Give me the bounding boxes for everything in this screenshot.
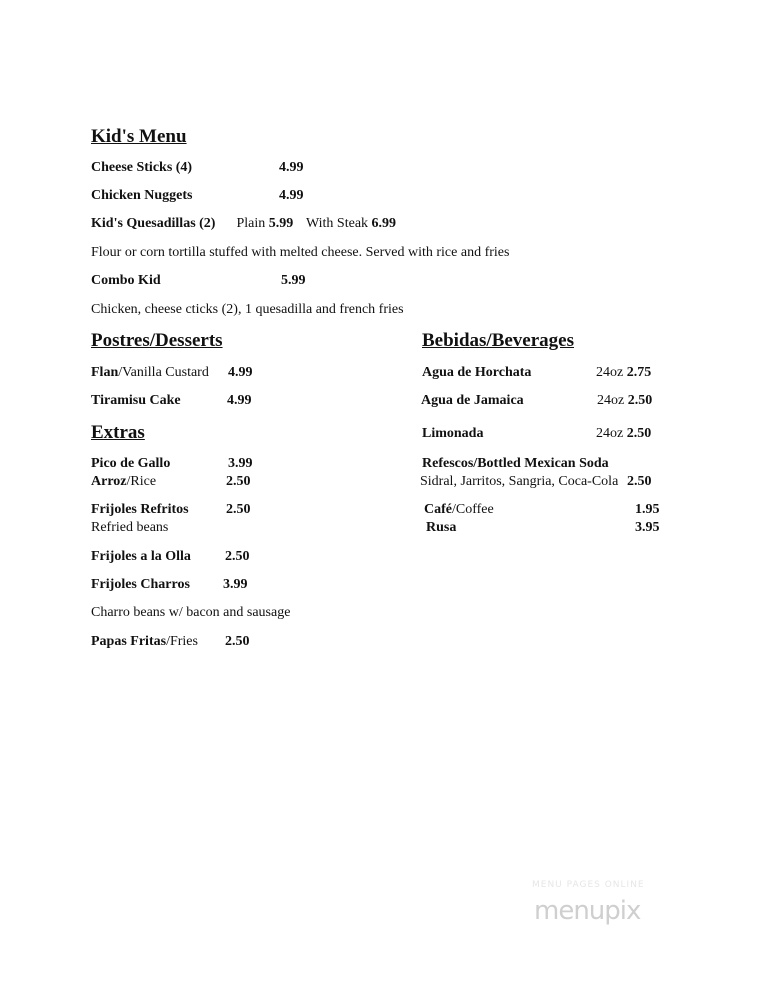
menu-item-name: Frijoles a la Olla — [91, 549, 191, 564]
extras-heading: Extras — [91, 422, 145, 443]
menu-item-description: Chicken, cheese cticks (2), 1 quesadilla and french fries — [91, 302, 404, 317]
size-label: 24oz — [597, 393, 625, 408]
kids-menu-heading: Kid's Menu — [91, 126, 187, 147]
menu-item-price: 4.99 — [279, 188, 304, 203]
menu-item-name: Kid's Quesadillas (2) — [91, 216, 216, 231]
menu-item-name: Pico de Gallo — [91, 456, 171, 471]
menu-item-translation: /Rice — [126, 474, 157, 489]
menu-item-price: 4.99 — [227, 393, 252, 408]
menu-item-description: Flour or corn tortilla stuffed with melted cheese. Served with rice and fries — [91, 245, 510, 260]
menu-item-price: 2.50 — [225, 549, 250, 564]
menu-item-name: Chicken Nuggets — [91, 188, 193, 203]
menu-item-size-price — [597, 393, 652, 409]
menu-item-translation: /Fries — [166, 634, 198, 649]
beverages-heading: Bebidas/Beverages — [422, 330, 574, 351]
menu-item-description: Refried beans — [91, 520, 169, 535]
menu-item-name: Arroz — [91, 474, 127, 489]
menu-item-name: Agua de Horchata — [422, 365, 532, 380]
menu-item-price: 4.99 — [228, 365, 253, 380]
menu-item-description: Sidral, Jarritos, Sangria, Coca-Cola — [420, 474, 619, 489]
menu-item-arroz — [91, 474, 156, 490]
menu-item-price: 1.95 — [635, 502, 660, 517]
menu-item-name: Café — [424, 502, 452, 517]
menu-item-size-price — [596, 365, 651, 381]
menu-item-flan — [91, 365, 209, 381]
menu-item-price: 3.99 — [228, 456, 253, 471]
menu-item-price: 6.99 — [371, 216, 397, 231]
size-label: 24oz — [596, 365, 624, 380]
menu-item-quesadillas — [91, 216, 396, 232]
menu-item-name: Combo Kid — [91, 273, 161, 288]
menu-item-name: Rusa — [426, 520, 457, 535]
menu-item-translation: /Vanilla Custard — [118, 365, 209, 380]
menu-item-name: Frijoles Refritos — [91, 502, 189, 517]
watermark-logo: menupix — [534, 896, 641, 926]
watermark-tagline: MENU PAGES ONLINE — [532, 880, 645, 890]
menu-item-price: 2.75 — [626, 365, 652, 380]
menu-item-price: 3.99 — [223, 577, 248, 592]
menu-item-name: Refescos/Bottled Mexican Soda — [422, 456, 609, 471]
menu-item-name: Flan — [91, 365, 119, 380]
menu-item-size-price — [596, 426, 651, 442]
menu-item-name: Agua de Jamaica — [421, 393, 524, 408]
menu-item-description: Charro beans w/ bacon and sausage — [91, 605, 291, 620]
desserts-heading: Postres/Desserts — [91, 330, 223, 351]
menu-item-name: Limonada — [422, 426, 484, 441]
menu-item-price: 2.50 — [226, 474, 251, 489]
menu-item-price: 5.99 — [281, 273, 306, 288]
menu-item-price: 2.50 — [626, 426, 652, 441]
menu-item-price: 3.95 — [635, 520, 660, 535]
menu-item-name: Tiramisu Cake — [91, 393, 181, 408]
menu-item-name: Cheese Sticks (4) — [91, 160, 193, 175]
menu-item-cafe — [424, 502, 494, 518]
size-label: 24oz — [596, 426, 624, 441]
menu-item-translation: /Coffee — [452, 502, 494, 517]
option-label: Plain — [236, 216, 266, 231]
menu-item-price: 2.50 — [627, 474, 652, 489]
menu-item-price: 2.50 — [627, 393, 653, 408]
menu-item-name: Frijoles Charros — [91, 577, 190, 592]
menu-item-price: 2.50 — [226, 502, 251, 517]
menu-item-name: Papas Fritas — [91, 634, 167, 649]
menu-item-price: 5.99 — [268, 216, 294, 231]
menu-item-papas — [91, 634, 198, 650]
menu-item-price: 4.99 — [279, 160, 304, 175]
option-label: With Steak — [306, 216, 369, 231]
menu-item-price: 2.50 — [225, 634, 250, 649]
